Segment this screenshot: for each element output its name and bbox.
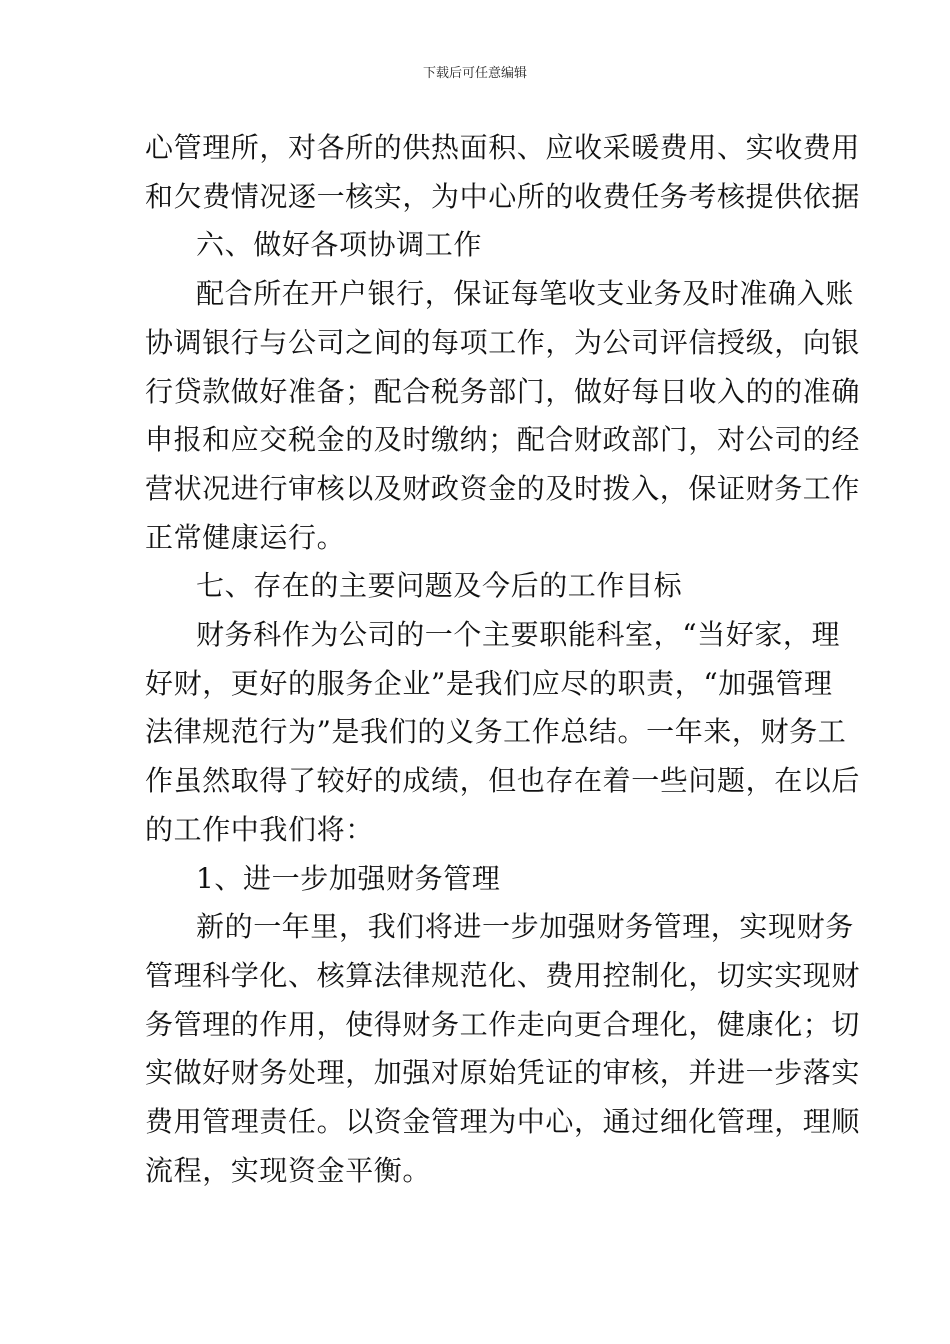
text-line: 心管理所，对各所的供热面积、应收采暖费用、实收费用 (145, 131, 861, 164)
text-line: 实做好财务处理，加强对原始凭证的审核，并进一步落实 (145, 1056, 861, 1090)
section-heading: 七、存在的主要问题及今后的工作目标 (196, 569, 683, 603)
text-line: 新的一年里，我们将进一步加强财务管理，实现财务 (196, 910, 854, 944)
text-line: 管理科学化、核算法律规范化、费用控制化，切实实现财 (145, 958, 861, 992)
text-line: 配合所在开户银行，保证每笔收支业务及时准确入账 (196, 277, 854, 311)
section-heading: 六、做好各项协调工作 (196, 228, 483, 262)
page-header: 下载后可任意编辑 (422, 66, 527, 81)
document-body (145, 124, 861, 1195)
text-line: 流程，实现资金平衡。 (145, 1153, 432, 1187)
text-line: 营状况进行审核以及财政资金的及时拨入，保证财务工作 (145, 471, 861, 505)
text-line: 作虽然取得了较好的成绩，但也存在着一些问题，在以后 (145, 764, 861, 798)
text-line: 行贷款做好准备；配合税务部门，做好每日收入的的准确 (145, 374, 861, 408)
text-line: 申报和应交税金的及时缴纳；配合财政部门，对公司的经 (145, 423, 861, 457)
text-line: 好财，更好的服务企业”是我们应尽的职责，“加强管理 (145, 666, 833, 700)
text-line: 法律规范行为”是我们的义务工作总结。一年来，财务工 (145, 715, 847, 749)
text-line: 正常健康运行。 (145, 520, 346, 554)
text-line: 协调银行与公司之间的每项工作，为公司评信授级，向银 (145, 325, 861, 359)
text-line: 财务科作为公司的一个主要职能科室，“当好家，理 (196, 618, 841, 652)
text-line: 务管理的作用，使得财务工作走向更合理化，健康化；切 (145, 1007, 861, 1041)
text-line: 和欠费情况逐一核实，为中心所的收费任务考核提供依据 (145, 179, 861, 213)
text-line: 的工作中我们将： (145, 812, 374, 846)
subsection-heading: 1、进一步加强财务管理 (196, 861, 501, 895)
text-line: 费用管理责任。以资金管理为中心，通过细化管理，理顺 (145, 1105, 861, 1139)
